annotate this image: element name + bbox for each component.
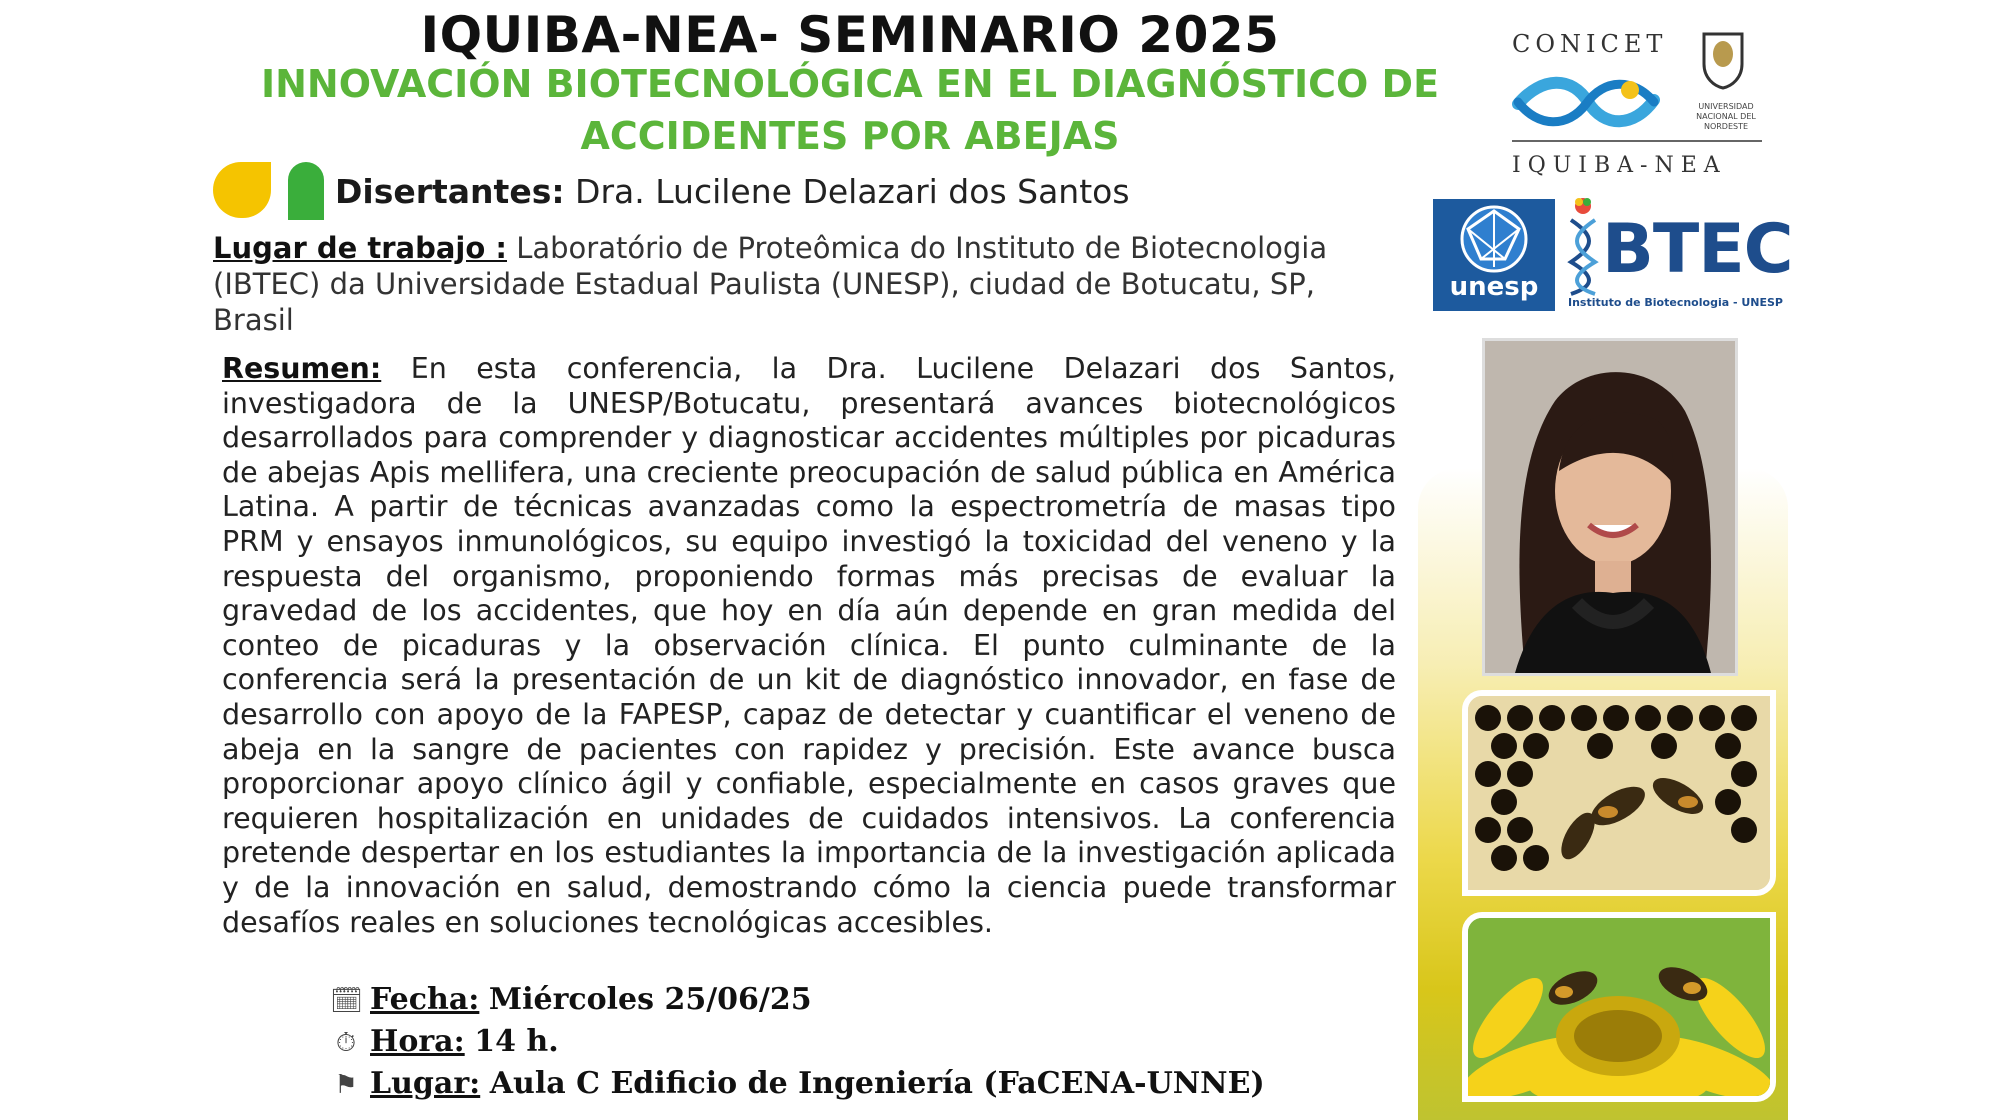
summary-label: Resumen: — [222, 352, 382, 385]
date-label: Fecha: — [370, 982, 480, 1017]
logo-divider — [1512, 140, 1762, 142]
time-label: Hora: — [370, 1024, 465, 1059]
dna-icon — [1567, 196, 1599, 296]
unne-shield-logo — [1700, 30, 1746, 90]
conicet-logo-text: CONICET — [1512, 30, 1668, 58]
speaker-photo — [1482, 338, 1738, 676]
clock-icon: ⏱ — [335, 1028, 357, 1058]
seminar-subtitle: INNOVACIÓN BIOTECNOLÓGICA EN EL DIAGNÓSTICO DE ACCIDENTES POR ABEJAS — [260, 62, 1440, 158]
summary-paragraph — [222, 352, 1396, 940]
ibtec-logo-text: BTEC — [1602, 210, 1793, 289]
seminar-title: IQUIBA-NEA- SEMINARIO 2025 — [420, 6, 1280, 64]
ibtec-logo-subtext: Instituto de Biotecnologia - UNESP — [1568, 296, 1783, 309]
speaker-label: Disertantes: — [335, 172, 565, 211]
workplace-paragraph — [213, 230, 1403, 338]
yellow-leaf-icon — [213, 162, 271, 218]
person-location-icon: ⚑ — [334, 1070, 358, 1100]
honeycomb-bees-photo — [1462, 690, 1776, 896]
summary-text-2: El punto culminante de la conferencia será la presentación de un kit de diagnóstico innovador, en fase de desarrollo con apoyo de la FAPESP, capaz de detectar y cuantificar el veneno de abeja en la sangre de pacientes con rapidez y precisión. Este avance busca proporcionar apoyo clínico ágil y confiable, especialmente en casos graves que requieren hospitalización en unidades de cuidados intensivos. La conferencia pretende despertar en los estudiantes la importancia de la investigación aplicada y de la innovación en salud, demostrando cómo la ciencia puede transformar desafíos reales en soluciones tecnológicas accesibles. — [222, 628, 1396, 939]
place-value: Aula C Edificio de Ingeniería (FaCENA-UNNE) — [489, 1066, 1265, 1101]
event-time — [330, 1024, 559, 1059]
globe-icon — [1433, 199, 1555, 279]
time-value: 14 h. — [474, 1024, 559, 1059]
unne-logo-text: UNIVERSIDAD NACIONAL DEL NORDESTE — [1696, 102, 1756, 131]
workplace-label: Lugar de trabajo : — [213, 231, 507, 265]
speaker-portrait-image — [1485, 341, 1735, 673]
speaker-line — [335, 172, 1130, 211]
speaker-name: Dra. Lucilene Delazari dos Santos — [575, 172, 1130, 211]
green-arch-icon — [288, 162, 324, 220]
summary-text: En esta conferencia, la Dra. Lucilene Delazari dos Santos, investigadora de la UNESP/Botucatu, presentará avances biotecnológicos desarrollados para comprender y diagnosticar accidentes múltiples por picaduras de abejas Apis mellifera, una creciente preocupación de salud pública en América Latina. A partir de técnicas avanzadas como la espectrometría de masas tipo PRM y ensayos inmunológicos, su equipo investigó la toxicidad del veneno y la respuesta del organismo, proponiendo formas más precisas de evaluar la gravedad de los accidentes, que hoy en día aún depende en gran medida del conteo de picaduras y la observación clínica. — [222, 352, 1397, 662]
event-date — [330, 982, 812, 1017]
iquiba-logo-text: IQUIBA-NEA — [1512, 153, 1727, 178]
calendar-icon: 🗓 — [330, 986, 364, 1016]
event-place — [330, 1066, 1265, 1101]
place-label: Lugar: — [370, 1066, 481, 1101]
date-value: Miércoles 25/06/25 — [488, 982, 812, 1017]
conicet-wave-logo — [1512, 72, 1660, 132]
unesp-logo-text: unesp — [1449, 272, 1539, 302]
honeycomb-image — [1468, 696, 1770, 890]
flower-bees-photo — [1462, 912, 1776, 1102]
flower-image — [1468, 918, 1770, 1096]
workplace-text: Laboratório de Proteômica do Instituto de Biotecnologia (IBTEC) da Universidade Estadual Paulista (UNESP), ciudad de Botucatu, SP, Brasil — [213, 231, 1328, 337]
